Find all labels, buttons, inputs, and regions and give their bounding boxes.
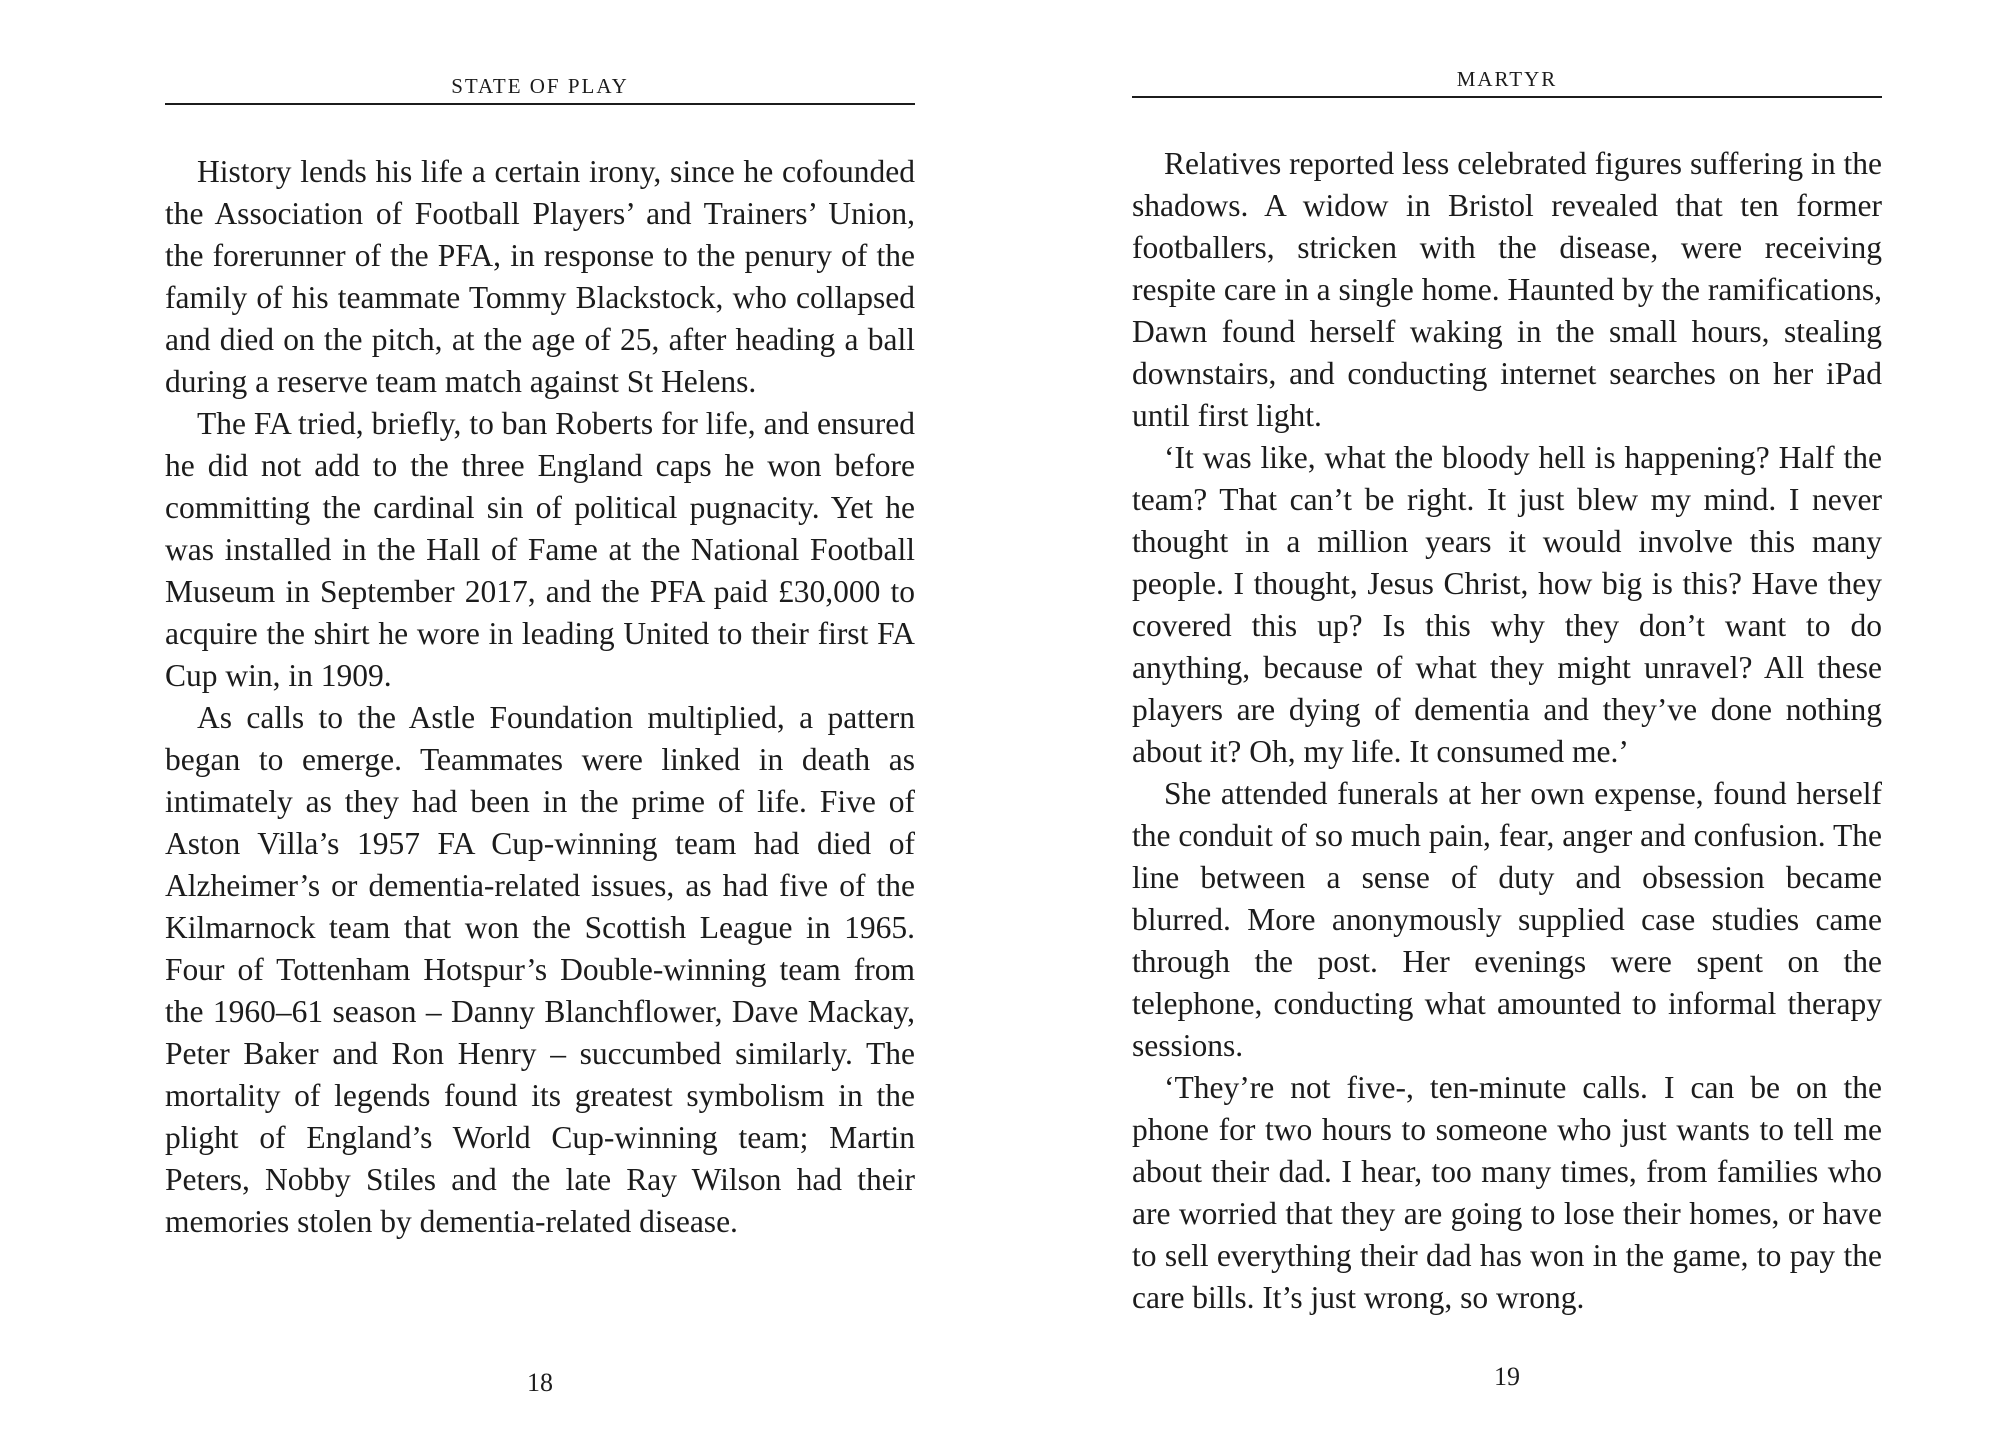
paragraph: ‘They’re not five-, ten-minute calls. I can be on the phone for two hours to someone who just wants to tell me about their dad. I hear, too many times, from families who are worried that they are going to lose their homes, or have to sell everything their dad has won in the game, to pay the care bills. It’s just wrong, so wrong.	[1132, 1070, 1882, 1315]
paragraph: History lends his life a certain irony, since he cofounded the Association of Football Players’ and Trainers’ Union, the forerunner of the PFA, in response to the penury of the family of his teammate Tommy Blackstock, who collapsed and died on the pitch, at the age of 25, after heading a ball during a reserve team match against St Helens.	[165, 154, 915, 399]
left-page	[165, 0, 915, 1453]
body-text-left	[165, 151, 915, 1243]
header-rule-left	[165, 103, 915, 105]
paragraph: The FA tried, briefly, to ban Roberts for life, and ensured he did not add to the three England caps he won before committing the cardinal sin of political pugnacity. Yet he was installed in the Hall of Fame at the National Football Museum in September 2017, and the PFA paid £30,000 to acquire the shirt he wore in leading United to their first FA Cup win, in 1909.	[165, 406, 915, 693]
body-text-right	[1132, 143, 1882, 1319]
paragraph: ‘It was like, what the bloody hell is happening? Half the team? That can’t be right. It just blew my mind. I never thought in a million years it would involve this many people. I thought, Jesus Christ, how big is this? Have they covered this up? Is this why they don’t want to do anything, because of what they might unravel? All these players are dying of dementia and they’ve done nothing about it? Oh, my life. It consumed me.’	[1132, 440, 1882, 769]
paragraph: Relatives reported less celebrated figures suffering in the shadows. A widow in Bristol revealed that ten former footballers, stricken with the disease, were receiving respite care in a single home. Haunted by the ramifications, Dawn found herself waking in the small hours, stealing downstairs, and conducting internet searches on her iPad until first light.	[1132, 146, 1882, 433]
right-page	[1132, 0, 1882, 1453]
page-number-left: 18	[527, 1368, 553, 1397]
header-rule-right	[1132, 96, 1882, 98]
page-number-right: 19	[1494, 1362, 1520, 1391]
running-head-left: STATE OF PLAY	[451, 74, 629, 98]
running-head-right: MARTYR	[1456, 67, 1558, 91]
paragraph: As calls to the Astle Foundation multiplied, a pattern began to emerge. Teammates were linked in death as intimately as they had been in the prime of life. Five of Aston Villa’s 1957 FA Cup-winning team had died of Alzheimer’s or dementia-related issues, as had five of the Kilmarnock team that won the Scottish League in 1965. Four of Tottenham Hotspur’s Double-winning team from the 1960–61 season – Danny Blanchflower, Dave Mackay, Peter Baker and Ron Henry – succumbed similarly. The mortality of legends found its greatest symbolism in the plight of England’s World Cup-winning team; Martin Peters, Nobby Stiles and the late Ray Wilson had their memories stolen by dementia-related disease.	[165, 700, 915, 1239]
paragraph: She attended funerals at her own expense, found herself the conduit of so much pain, fear, anger and confusion. The line between a sense of duty and obsession became blurred. More anonymously supplied case studies came through the post. Her evenings were spent on the telephone, conducting what amounted to informal therapy sessions.	[1132, 776, 1882, 1063]
